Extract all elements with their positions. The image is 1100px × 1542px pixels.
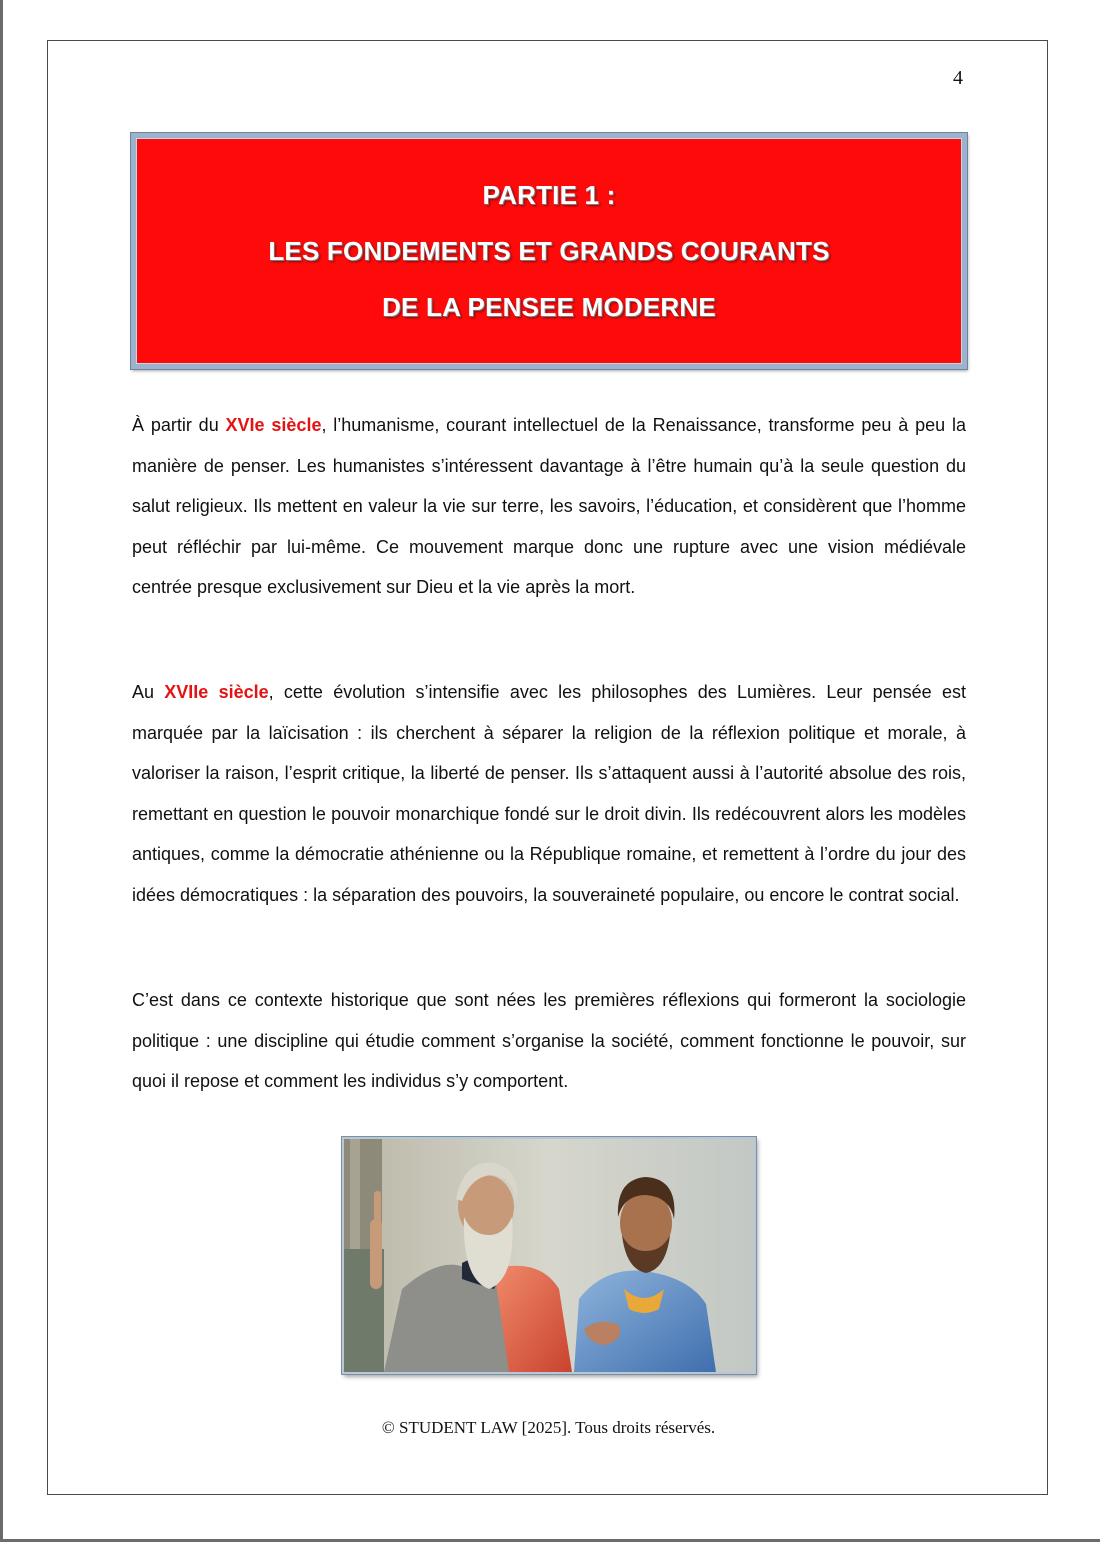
paragraph-political-sociology: C’est dans ce contexte historique que sont nées les premières réflexions qui formeront la sociologie politique : une discipline qui étudie comment s’organise la société, comment fonctionne le pouvoir, sur quoi il repose et comment les individus s’y comportent. <box>132 990 966 1091</box>
title-line-2: LES FONDEMENTS ET GRANDS COURANTS <box>268 236 830 266</box>
document-page <box>47 40 1048 1495</box>
title-line-3: DE LA PENSEE MODERNE <box>382 292 716 322</box>
part-title-banner <box>131 133 967 369</box>
page-number: 4 <box>953 67 963 89</box>
highlight-xviie-siecle: XVIIe siècle <box>164 682 269 702</box>
highlight-xvie-siecle: XVIe siècle <box>225 415 322 435</box>
paragraph-enlightenment <box>132 672 966 915</box>
plato-aristotle-painting <box>342 1137 756 1374</box>
paragraph-enlightenment-intro: Au <box>132 682 165 702</box>
paragraph-humanism-body: , l’humanisme, courant intellectuel de la Renaissance, transforme peu à peu la manière de penser. Les humanistes s’intéressent davantage à l’être humain qu’à la seule question du salut religieux. Ils mettent en valeur la vie sur terre, les savoirs, l’éducation, et considèrent que l’homme peut réfléchir par lui-même. Ce mouvement marque donc une rupture avec une vision médiévale centrée presque exclusivement sur Dieu et la vie après la mort. <box>132 415 966 597</box>
paragraph-humanism <box>132 405 966 608</box>
title-line-1: PARTIE 1 : <box>482 180 616 210</box>
paragraph-enlightenment-body: , cette évolution s’intensifie avec les philosophes des Lumières. Leur pensée est marquée par la laïcisation : ils cherchent à séparer la religion de la réflexion politique et morale, à valoriser la raison, l’esprit critique, la liberté de penser. Ils s’attaquent aussi à l’autorité absolue des rois, remettant en question le pouvoir monarchique fondé sur le droit divin. Ils redécouvrent alors les modèles antiques, comme la démocratie athénienne ou la République romaine, et remettent à l’ordre du jour des idées démocratiques : la séparation des pouvoirs, la souveraineté populaire, ou encore le contrat social. <box>132 682 966 905</box>
paragraph-humanism-intro: À partir du <box>132 415 226 435</box>
copyright-footer: © STUDENT LAW [2025]. Tous droits réservés. <box>381 1418 716 1437</box>
viewer-edge-left <box>0 0 3 1542</box>
